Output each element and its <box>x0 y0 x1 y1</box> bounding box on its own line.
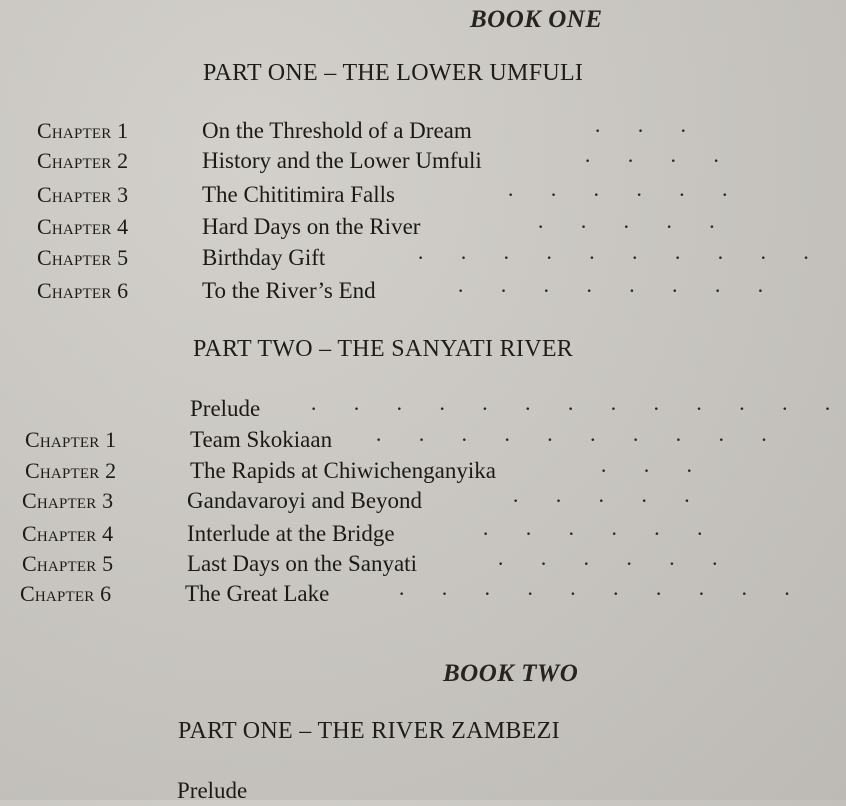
toc-entry <box>25 456 708 486</box>
toc-entry <box>22 549 734 579</box>
chapter-label: Chapter 2 <box>37 148 129 173</box>
leader-dots: · · · <box>600 458 708 483</box>
chapter-label: Chapter 6 <box>37 278 129 303</box>
chapter-label: Chapter 6 <box>20 581 112 606</box>
leader-dots: · · · · · <box>512 488 706 513</box>
book-two-part-one-heading: PART ONE – THE RIVER ZAMBEZI <box>178 718 560 744</box>
chapter-title: Gandavaroyi and Beyond <box>187 488 423 513</box>
leader-dots: · · · · · · <box>507 182 744 207</box>
leader-dots: · · · <box>594 118 702 143</box>
book-one-part-one-heading: PART ONE – THE LOWER UMFULI <box>203 60 584 86</box>
toc-entry <box>22 519 719 549</box>
toc-entry <box>37 276 780 306</box>
chapter-title: The Rapids at Chiwichenganyika <box>190 458 496 483</box>
chapter-title: The Chititimira Falls <box>202 182 395 207</box>
prelude-title: Prelude <box>177 778 248 803</box>
toc-entry <box>37 116 702 146</box>
chapter-title: To the River’s End <box>202 278 376 303</box>
leader-dots: · · · · · · · · · · · · · <box>310 396 846 421</box>
toc-entry <box>37 212 731 242</box>
toc-entry <box>37 180 744 210</box>
leader-dots: · · · · · · <box>482 521 719 546</box>
chapter-label: Chapter 1 <box>25 427 117 452</box>
toc-entry <box>20 579 806 609</box>
leader-dots: · · · · · · · · · · <box>375 427 783 452</box>
toc-entry <box>37 146 735 176</box>
toc-entry-prelude <box>190 394 846 424</box>
chapter-label: Chapter 5 <box>22 551 114 576</box>
chapter-title: On the Threshold of a Dream <box>202 118 472 143</box>
leader-dots: · · · · · · · · · · <box>398 581 806 606</box>
prelude-title: Prelude <box>190 396 261 421</box>
chapter-label: Chapter 5 <box>37 245 129 270</box>
chapter-label: Chapter 4 <box>22 521 114 546</box>
chapter-title: Interlude at the Bridge <box>187 521 395 546</box>
toc-entry <box>22 486 706 516</box>
leader-dots: · · · · · · <box>497 551 734 576</box>
chapter-label: Chapter 2 <box>25 458 117 483</box>
leader-dots: · · · · · · · · <box>457 278 780 303</box>
chapter-label: Chapter 4 <box>37 214 129 239</box>
book-one-part-two-heading: PART TWO – THE SANYATI RIVER <box>193 336 574 362</box>
leader-dots: · · · · <box>584 148 735 173</box>
toc-entry <box>37 243 825 273</box>
chapter-title: Hard Days on the River <box>202 214 421 239</box>
chapter-title: Last Days on the Sanyati <box>187 551 417 576</box>
chapter-label: Chapter 1 <box>37 118 129 143</box>
book-one-heading: BOOK ONE <box>470 6 603 33</box>
chapter-label: Chapter 3 <box>37 182 129 207</box>
book-two-heading: BOOK TWO <box>443 660 579 687</box>
chapter-title: Team Skokiaan <box>190 427 333 452</box>
toc-entry-prelude <box>177 776 477 806</box>
chapter-label: Chapter 3 <box>22 488 114 513</box>
leader-dots: · · · · · <box>537 214 731 239</box>
chapter-title: Birthday Gift <box>202 245 326 270</box>
chapter-title: History and the Lower Umfuli <box>202 148 482 173</box>
chapter-title: The Great Lake <box>185 581 330 606</box>
toc-entry <box>25 425 783 455</box>
leader-dots: · · · · · · · · · · <box>417 245 825 270</box>
